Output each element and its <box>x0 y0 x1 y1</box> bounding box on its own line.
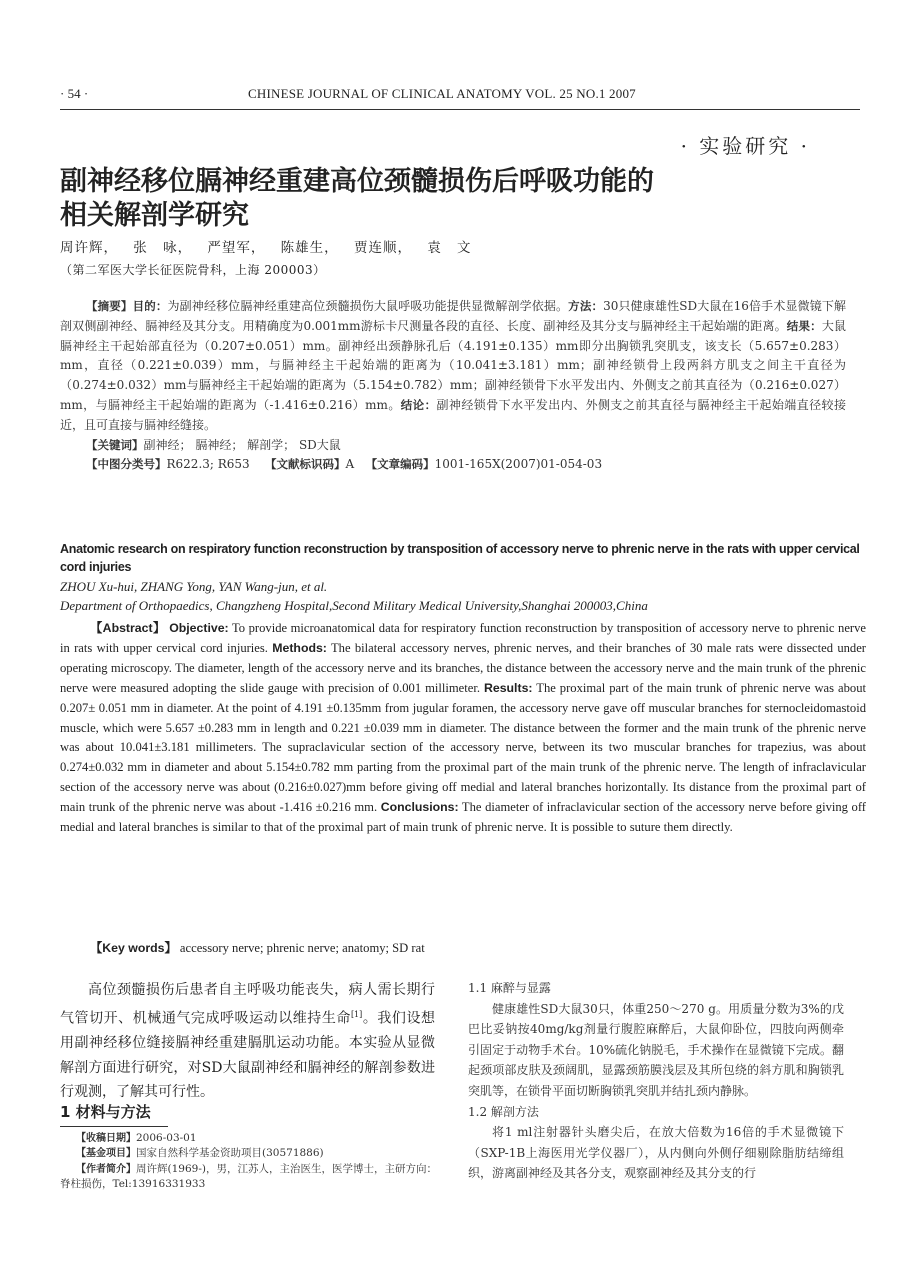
abstract-english-body <box>60 619 866 838</box>
running-header <box>60 86 860 108</box>
classification-line <box>60 455 846 475</box>
footnotes <box>60 1131 438 1193</box>
intro-text-a: 高位颈髓损伤后患者自主呼吸功能丧失，病人需长期行气管切开、机械通气完成呼吸运动以维持生命 <box>60 982 435 1027</box>
keywords-en-list: accessory nerve; phrenic nerve; anatomy; SD rat <box>176 941 425 955</box>
abstract-purpose: 为副神经移位膈神经重建高位颈髓损伤大鼠呼吸功能提供显微解剖学依据。 <box>167 299 569 313</box>
label-keywords-en: 【Key words】 <box>90 941 177 955</box>
footnote-author <box>60 1162 438 1193</box>
abstract-results: The proximal part of the main trunk of phrenic nerve was about 0.207± 0.051 mm in diameter. At the point of 4.191 ±0.135mm from jugular foramen, the accessory nerve gave off muscular branches for sternocleidomastoid muscle, which were 5.657 ±0.283 mm in length and 0.221 ±0.039 mm in diameter. The distance between the former and the main trunk of the phrenic nerve was about 10.041±3.181 millimeters. The supraclavicular section of the accessory nerve, between its two muscular branches for trapezius, was about 0.274±0.032 mm in diameter and about 5.154±0.782 mm parting from the proximal part of the main trunk of the phrenic nerve. The length of infraclavicular section of the accessory nerve was about (0.216±0.027)mm before giving off medial and lateral branches horizontally. Its distance from the proximal part of main trunk of the phrenic nerve was about -1.416 ±0.216 mm. <box>60 680 867 815</box>
label-results: Results: <box>483 680 533 695</box>
section-tag: · 实验研究 · <box>680 134 810 158</box>
footnote-received <box>60 1131 438 1146</box>
label-purpose: 目的： <box>132 299 168 313</box>
doc-code-value: A <box>345 457 355 472</box>
label-abstract: 【摘要】 <box>86 299 133 313</box>
methods-paragraph-2: 将1 ml注射器针头磨尖后，在放大倍数为16倍的手术显微镜下（SXP-1B上海医用光学仪器厂），从内侧向外侧仔细剔除脂肪结缔组织，游离副神经及其各分支，观察副神经及其分支的行 <box>468 1125 844 1181</box>
subheading-anesthesia: 1.1 麻醉与显露 <box>468 981 551 995</box>
affiliation-chinese: （第二军医大学长征医院骨科，上海 200003） <box>60 263 326 277</box>
label-conclusion: 结论： <box>400 397 437 412</box>
author-info: 周许辉(1969-)，男，江苏人，主治医生，医学博士，主研方向：脊柱损伤，Tel:13916331933 <box>60 1162 437 1191</box>
label-keywords: 【关键词】 <box>86 437 144 452</box>
abstract-chinese-body <box>60 297 846 436</box>
label-received: 【收稿日期】 <box>76 1133 136 1144</box>
body-intro <box>60 978 435 1105</box>
header-rule <box>60 109 860 110</box>
abstract-chinese <box>60 297 846 475</box>
article-number-value: 1001-165X(2007)01-054-03 <box>434 457 603 472</box>
abstract-methods: The bilateral accessory nerves, phrenic nerves, and their branches of 30 male rats were dissected under operating microscopy. The diameter, length of the accessory nerve and its branches, the distance between the accessory nerve and the main trunk of the phrenic nerve were measured adopting the slide gauge with precision of 0.001 millimeter. <box>60 640 867 695</box>
keywords-english <box>90 938 425 956</box>
methods-paragraph-1: 健康雄性SD大鼠30只，体重250～270 g。用质量分数为3%的戊巴比妥钠按40mg/kg剂量行腹腔麻醉后，大鼠仰卧位，四肢向两侧牵引固定于动物手术台。10%硫化钠脱毛，手术操作在显微镜下完成。翻起颈项部皮肤及颈阔肌，显露颈筋膜浅层及其所包绕的斜方肌和胸锁乳突肌等，在锁骨平面切断胸锁乳突肌并结扎颈内静脉。 <box>468 1001 844 1098</box>
label-doc-code: 【文献标识码】 <box>264 457 346 472</box>
title-english: Anatomic research on respiratory function reconstruction by transposition of accessory nerve to phrenic nerve in the rats with upper cervical cord injuries <box>60 542 860 574</box>
abstract-objective: To provide microanatomical data for respiratory function reconstruction by transposition of accessory nerve to phrenic nerve in rats with upper cervical cord injuries. <box>60 621 866 655</box>
authors-chinese: 周许辉， 张 咏， 严望军， 陈雄生， 贾连顺， 袁 文 <box>60 240 472 256</box>
journal-name: CHINESE JOURNAL OF CLINICAL ANATOMY VOL. 25 NO.1 2007 <box>248 86 636 101</box>
label-author: 【作者简介】 <box>76 1163 136 1175</box>
affiliation-english: Department of Orthopaedics, Changzheng Hospital,Second Military Medical University,Shanghai 200003,China <box>60 598 648 613</box>
label-conclusions: Conclusions: <box>380 800 459 815</box>
label-article-number: 【文章编码】 <box>365 457 435 472</box>
abstract-method: 30只健康雄性SD大鼠在16倍手术显微镜下解剖双侧副神经、膈神经及其分支。用精确度为0.001mm游标卡尺测量各段的直径、长度、副神经及其分支与膈神经主干起始端的距离。 <box>60 299 847 333</box>
intro-paragraph <box>60 978 435 1105</box>
label-objective: Objective: <box>169 621 229 635</box>
reference-marker[interactable]: [1] <box>350 1009 363 1019</box>
footnote-rule <box>60 1126 168 1127</box>
footnote-fund <box>60 1146 438 1161</box>
fund-info: 国家自然科学基金资助项目(30571886) <box>136 1147 324 1160</box>
keywords-chinese <box>60 436 846 456</box>
section-heading-materials: 1 材料与方法 <box>60 1103 151 1121</box>
subheading-dissection: 1.2 解剖方法 <box>468 1104 539 1119</box>
abstract-result: 大鼠膈神经主干起始部直径为（0.207±0.051）mm。副神经出颈静脉孔后（4.191±0.135）mm即分出胸锁乳突肌支，该支长（5.657±0.283）mm，直径（0.221±0.039）mm，与膈神经主干起始端的距离为（10.041±3.181）mm；副神经锁骨上段两斜方肌支之间主干直径为（0.274±0.032）mm与膈神经主干起始端的距离为（5.154±0.782）mm；副神经锁骨下水平发出内、外侧支之前其直径为（0.216±0.027）mm，与膈神经主干起始端的距离为（-1.416±0.216）mm。 <box>60 318 847 412</box>
label-result: 结果： <box>786 318 822 333</box>
body-methods <box>468 978 844 1184</box>
label-fund: 【基金项目】 <box>76 1148 136 1160</box>
abstract-conclusion: 副神经锁骨下水平发出内、外侧支之前其直径与膈神经主干起始端直径较接近，且可直接与膈神经缝接。 <box>60 397 846 432</box>
label-clc: 【中图分类号】 <box>86 457 167 472</box>
page-number: · 54 · <box>60 86 89 101</box>
label-abstract-en: 【Abstract】 <box>90 621 166 635</box>
authors-english: ZHOU Xu-hui, ZHANG Yong, YAN Wang-jun, et al. <box>60 579 328 594</box>
received-date: 2006-03-01 <box>136 1132 197 1144</box>
title-chinese: 副神经移位膈神经重建高位颈髓损伤后呼吸功能的相关解剖学研究 <box>60 166 654 231</box>
abstract-conclusions: The diameter of infraclavicular section of the accessory nerve before giving off medial and lateral branches is similar to that of the proximal part of main trunk of phrenic nerve. It is possible to suture them directly. <box>60 800 866 835</box>
intro-text-b: 。我们设想用副神经移位缝接膈神经重建膈肌运动功能。本实验从显微解剖方面进行研究，对SD大鼠副神经和膈神经的解剖参数进行观测，了解其可行性。 <box>60 1010 436 1101</box>
label-methods: Methods: <box>272 640 327 655</box>
abstract-english <box>60 619 866 838</box>
label-method: 方法： <box>568 299 604 313</box>
keywords-list: 副神经； 膈神经； 解剖学； SD大鼠 <box>143 437 341 452</box>
clc-value: R622.3; R653 <box>166 457 250 472</box>
